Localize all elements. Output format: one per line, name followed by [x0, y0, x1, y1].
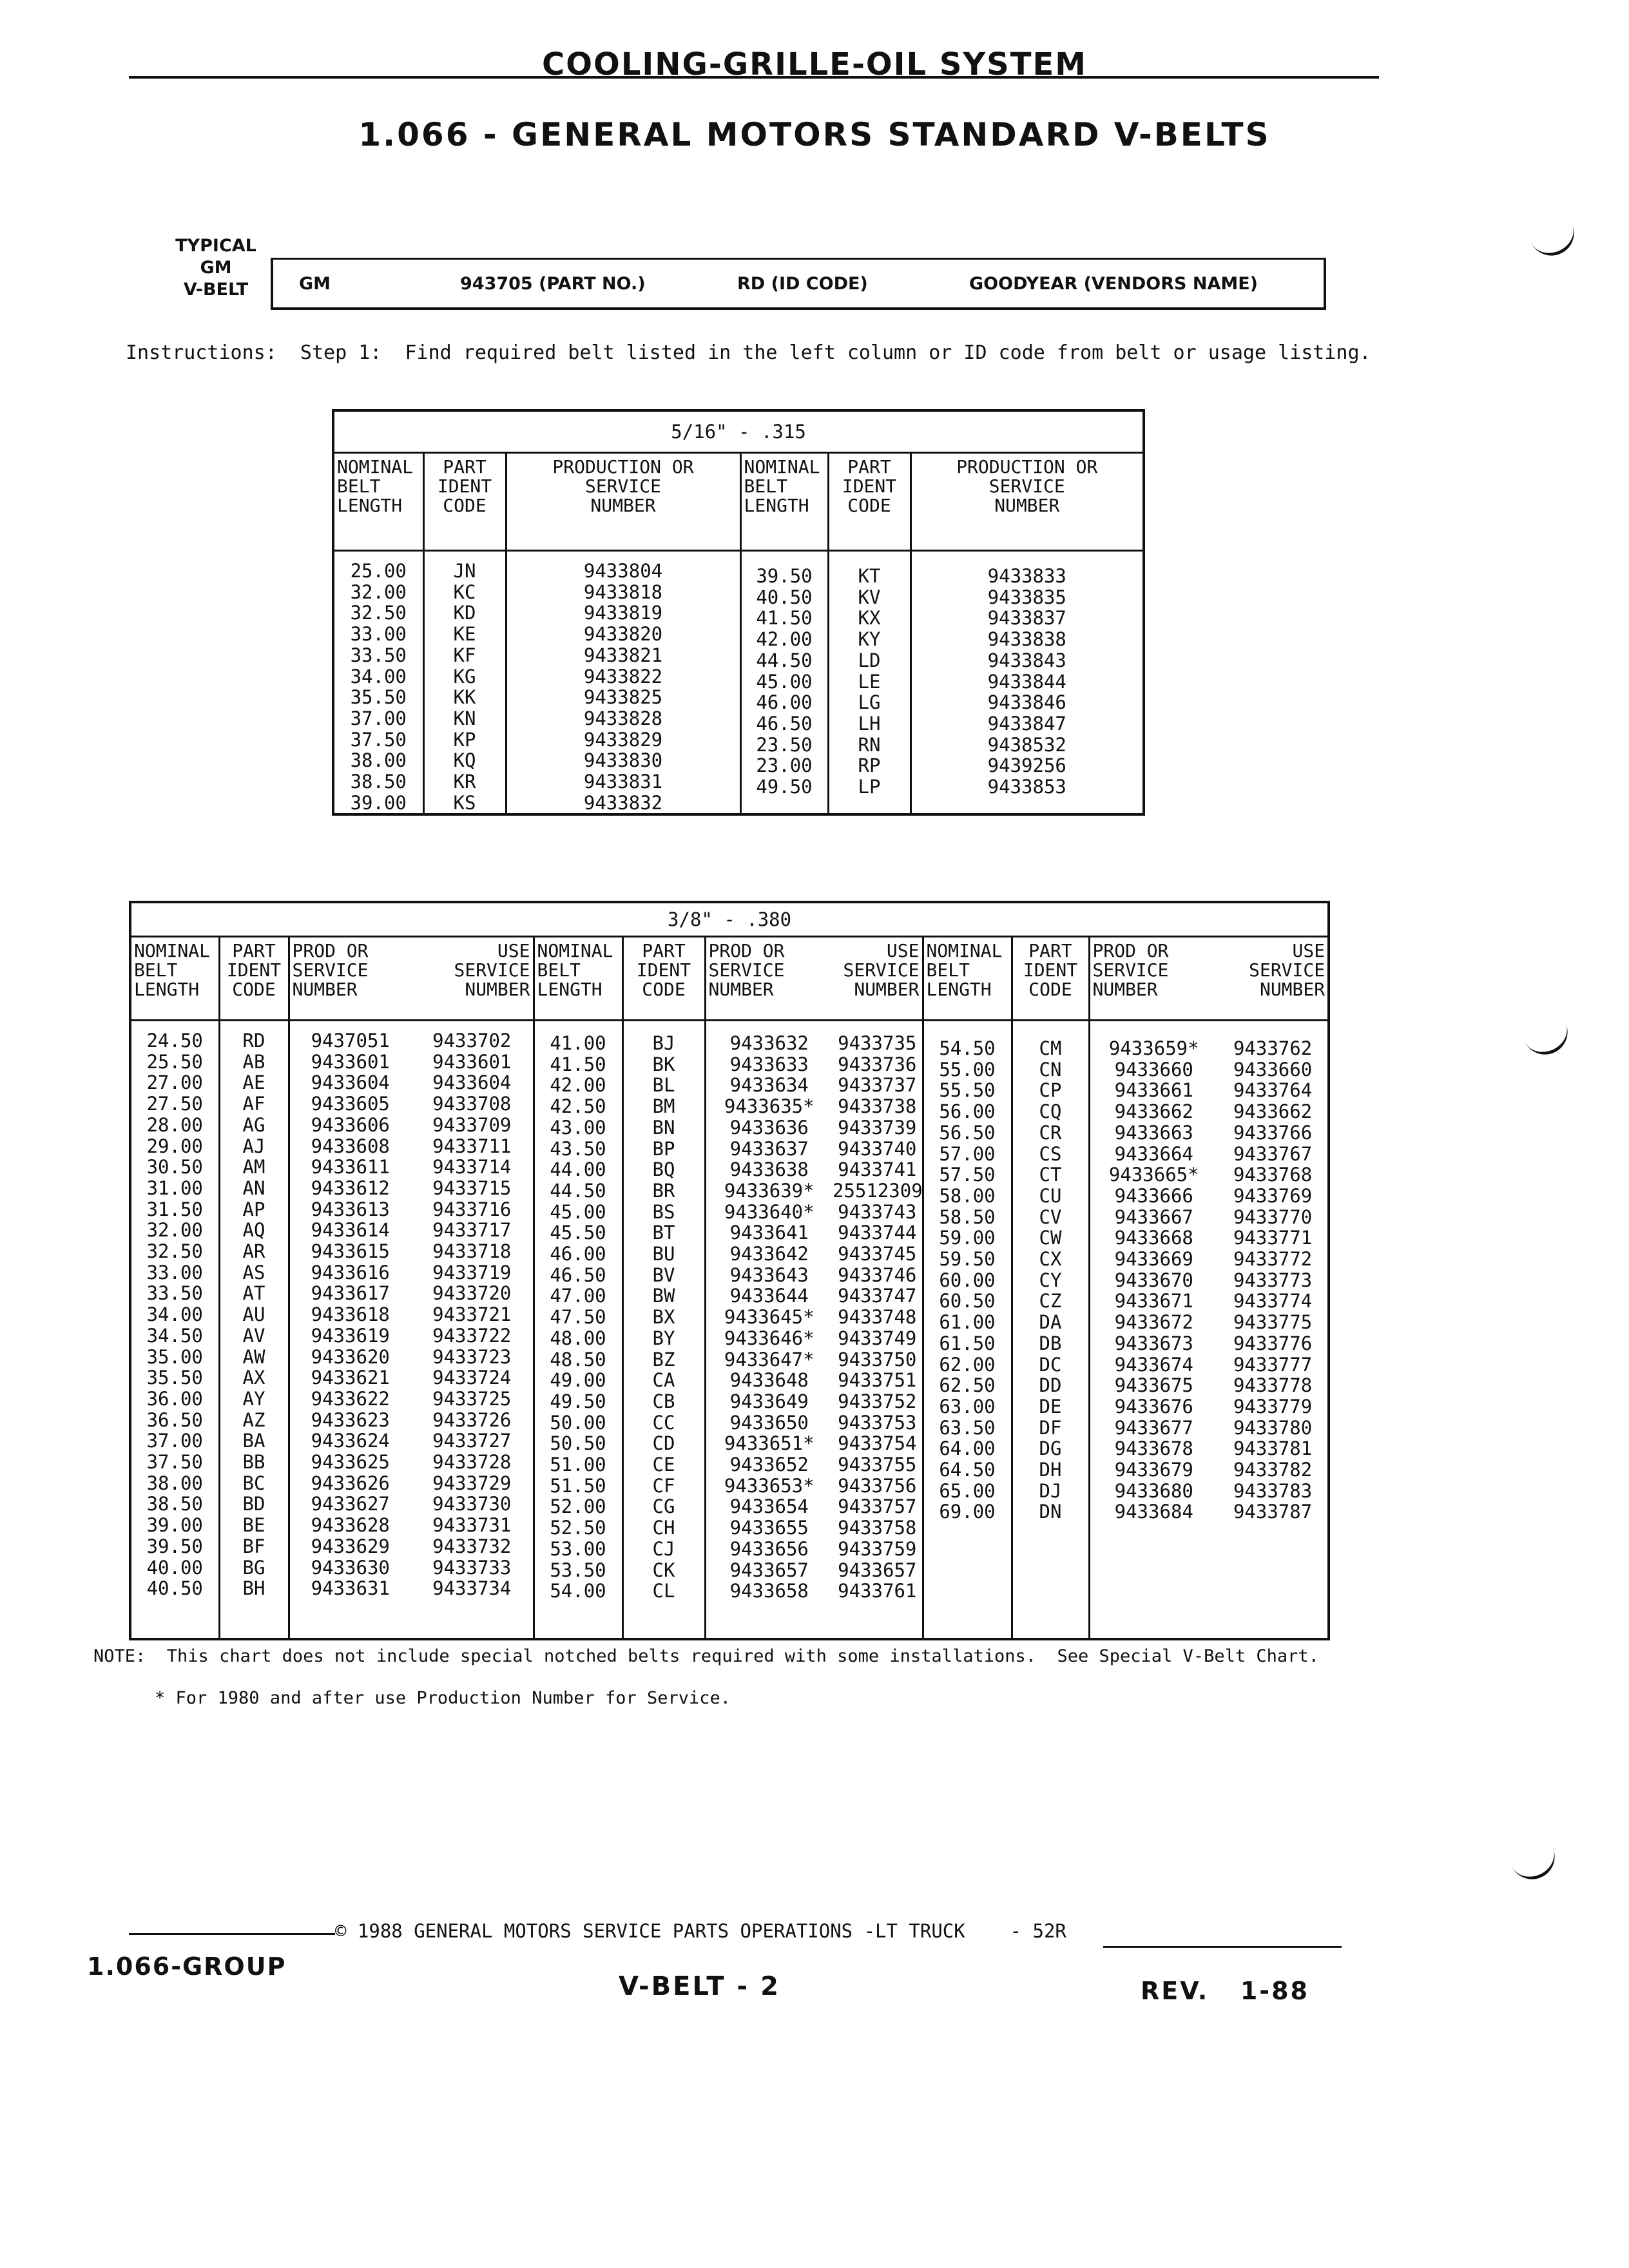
instructions: Instructions: Step 1: Find required belt listed in the left column or ID code from belt or usage listing. — [126, 341, 1371, 364]
typical-id-code: RD (ID CODE) — [737, 274, 868, 294]
copyright: © 1988 GENERAL MOTORS SERVICE PARTS OPERATIONS -LT TRUCK - 52R — [335, 1920, 1066, 1942]
typical-part-number: 943705 (PART NO.) — [460, 274, 646, 294]
table2-g2-prod: 9433632 9433633 9433634 9433635* 9433636 9433637 9433638 9433639* 9433640* 9433641 9433642 9433643 9433644 9433645* 9433646* 9433647* 9433648 9433649 9433650 9433651* 9433652 9433653* 9433654 9433655 9433656 9433657 9433658 — [724, 1032, 815, 1602]
binder-mark-icon — [1512, 1847, 1562, 1887]
typical-vendor: GOODYEAR (VENDORS NAME) — [969, 274, 1258, 294]
footer-rule-left — [129, 1933, 335, 1935]
header-rule — [129, 76, 1379, 79]
belt-table-5-16 — [332, 409, 1145, 816]
table1-header-code-2: PART IDENT CODE — [828, 453, 911, 551]
page-header-title: COOLING-GRILLE-OIL SYSTEM — [541, 46, 1088, 82]
table2-g1-use: 9433702 9433601 9433604 9433708 9433709 9433711 9433714 9433715 9433716 9433717 9433718 9433719 9433720 9433721 9433722 9433723 9433724 9433725 9433726 9433727 9433728 9433729 9433730 9433731 9433732 9433733 9433734 — [411, 1021, 534, 1640]
footer-rule-right — [1103, 1946, 1342, 1948]
table1-col-number: 9433804 9433818 9433819 9433820 9433821 9433822 9433825 9433828 9433829 9433830 9433831 9433832 — [506, 551, 740, 815]
table1-header-length-2: NOMINAL BELT LENGTH — [740, 453, 828, 551]
table2-g3-use: 9433762 9433660 9433764 9433662 9433766 9433767 9433768 9433769 9433770 9433771 9433772 9433773 9433774 9433775 9433776 9433777 9433778 9433779 9433780 9433781 9433782 9433783 9433787 — [1233, 1037, 1313, 1523]
table2-header-prod-3: PROD OR SERVICE NUMBER — [1089, 937, 1218, 1021]
table2-header-length: NOMINAL BELT LENGTH — [130, 937, 219, 1021]
table2-header-length-2: NOMINAL BELT LENGTH — [534, 937, 622, 1021]
table2-header-use: USE SERVICE NUMBER — [411, 937, 534, 1021]
page-subtitle: 1.066 - GENERAL MOTORS STANDARD V-BELTS — [358, 116, 1271, 153]
table1-header-number: PRODUCTION OR SERVICE NUMBER — [506, 453, 740, 551]
table1-header-code: PART IDENT CODE — [423, 453, 506, 551]
table2-g1-prod: 9437051 9433601 9433604 9433605 9433606 9433608 9433611 9433612 9433613 9433614 9433615 9433616 9433617 9433618 9433619 9433620 9433621 9433622 9433623 9433624 9433625 9433626 9433627 9433628 9433629 9433630 9433631 — [311, 1030, 390, 1600]
note-text: NOTE: This chart does not include special notched belts required with some installations. See Special V-Belt Chart. — [93, 1646, 1319, 1666]
table1-col-length-2: 39.50 40.50 41.50 42.00 44.50 45.00 46.00 46.50 23.50 23.00 49.50 — [740, 551, 828, 815]
table1-title: 5/16" - .315 — [333, 410, 1144, 453]
table1-header-length: NOMINAL BELT LENGTH — [333, 453, 423, 551]
table1-col-length: 25.00 32.00 32.50 33.00 33.50 34.00 35.50 37.00 37.50 38.00 38.50 39.00 — [333, 551, 423, 815]
table2-g2-length: 41.00 41.50 42.00 42.50 43.00 43.50 44.00 44.50 45.00 45.50 46.00 46.50 47.00 47.50 48.00 48.50 49.00 49.50 50.00 50.50 51.00 51.50 52.00 52.50 53.00 53.50 54.00 — [534, 1021, 622, 1640]
asterisk-note: * For 1980 and after use Production Number for Service. — [155, 1688, 731, 1708]
table2-g1-code: RD AB AE AF AG AJ AM AN AP AQ AR AS AT AU AV AW AX AY AZ BA BB BC BD BE BF BG BH — [219, 1021, 289, 1640]
binder-mark-icon — [1531, 224, 1581, 263]
table2-header-length-3: NOMINAL BELT LENGTH — [923, 937, 1012, 1021]
typical-gm: GM — [299, 274, 331, 294]
footer-group: 1.066-GROUP — [87, 1952, 287, 1981]
footer-revision: REV. 1-88 — [1141, 1977, 1309, 2005]
table2-g2-code: BJ BK BL BM BN BP BQ BR BS BT BU BV BW BX BY BZ CA CB CC CD CE CF CG CH CJ CK CL — [622, 1021, 705, 1640]
table2-header-prod-2: PROD OR SERVICE NUMBER — [705, 937, 833, 1021]
binder-mark-icon — [1525, 1023, 1575, 1062]
table1-header-number-2: PRODUCTION OR SERVICE NUMBER — [911, 453, 1144, 551]
table1-col-code: JN KC KD KE KF KG KK KN KP KQ KR KS — [423, 551, 506, 815]
typical-belt-label: TYPICAL GM V-BELT — [175, 236, 256, 300]
table2-g3-prod: 9433659* 9433660 9433661 9433662 9433663 9433664 9433665* 9433666 9433667 9433668 9433669 9433670 9433671 9433672 9433673 9433674 9433675 9433676 9433677 9433678 9433679 9433680 9433684 — [1108, 1037, 1199, 1523]
table2-g2-use: 9433735 9433736 9433737 9433738 9433739 9433740 9433741 25512309 9433743 9433744 9433745 9433746 9433747 9433748 9433749 9433750 9433751 9433752 9433753 9433754 9433755 9433756 9433757 9433758 9433759 9433657 9433761 — [833, 1021, 923, 1640]
table2-header-use-3: USE SERVICE NUMBER — [1218, 937, 1329, 1021]
table2-header-prod: PROD OR SERVICE NUMBER — [289, 937, 411, 1021]
table2-title: 3/8" - .380 — [130, 902, 1329, 937]
typical-belt-box — [271, 258, 1326, 310]
table2-g1-length: 24.50 25.50 27.00 27.50 28.00 29.00 30.50 31.00 31.50 32.00 32.50 33.00 33.50 34.00 34.50 35.00 35.50 36.00 36.50 37.00 37.50 38.00 38.50 39.00 39.50 40.00 40.50 — [130, 1021, 219, 1640]
table1-col-number-2: 9433833 9433835 9433837 9433838 9433843 9433844 9433846 9433847 9438532 9439256 9433853 — [987, 565, 1066, 798]
footer-page: V-BELT - 2 — [619, 1972, 780, 2001]
table2-header-code-3: PART IDENT CODE — [1012, 937, 1089, 1021]
table2-header-code: PART IDENT CODE — [219, 937, 289, 1021]
table1-col-code-2: KT KV KX KY LD LE LG LH RN RP LP — [828, 551, 911, 815]
table2-g3-code: CM CN CP CQ CR CS CT CU CV CW CX CY CZ DA DB DC DD DE DF DG DH DJ DN — [1012, 1021, 1089, 1640]
table2-g3-length: 54.50 55.00 55.50 56.00 56.50 57.00 57.50 58.00 58.50 59.00 59.50 60.00 60.50 61.00 61.50 62.00 62.50 63.00 63.50 64.00 64.50 65.00 69.00 — [923, 1021, 1012, 1640]
belt-table-3-8 — [129, 901, 1330, 1640]
table2-header-use-2: USE SERVICE NUMBER — [833, 937, 923, 1021]
table2-header-code-2: PART IDENT CODE — [622, 937, 705, 1021]
